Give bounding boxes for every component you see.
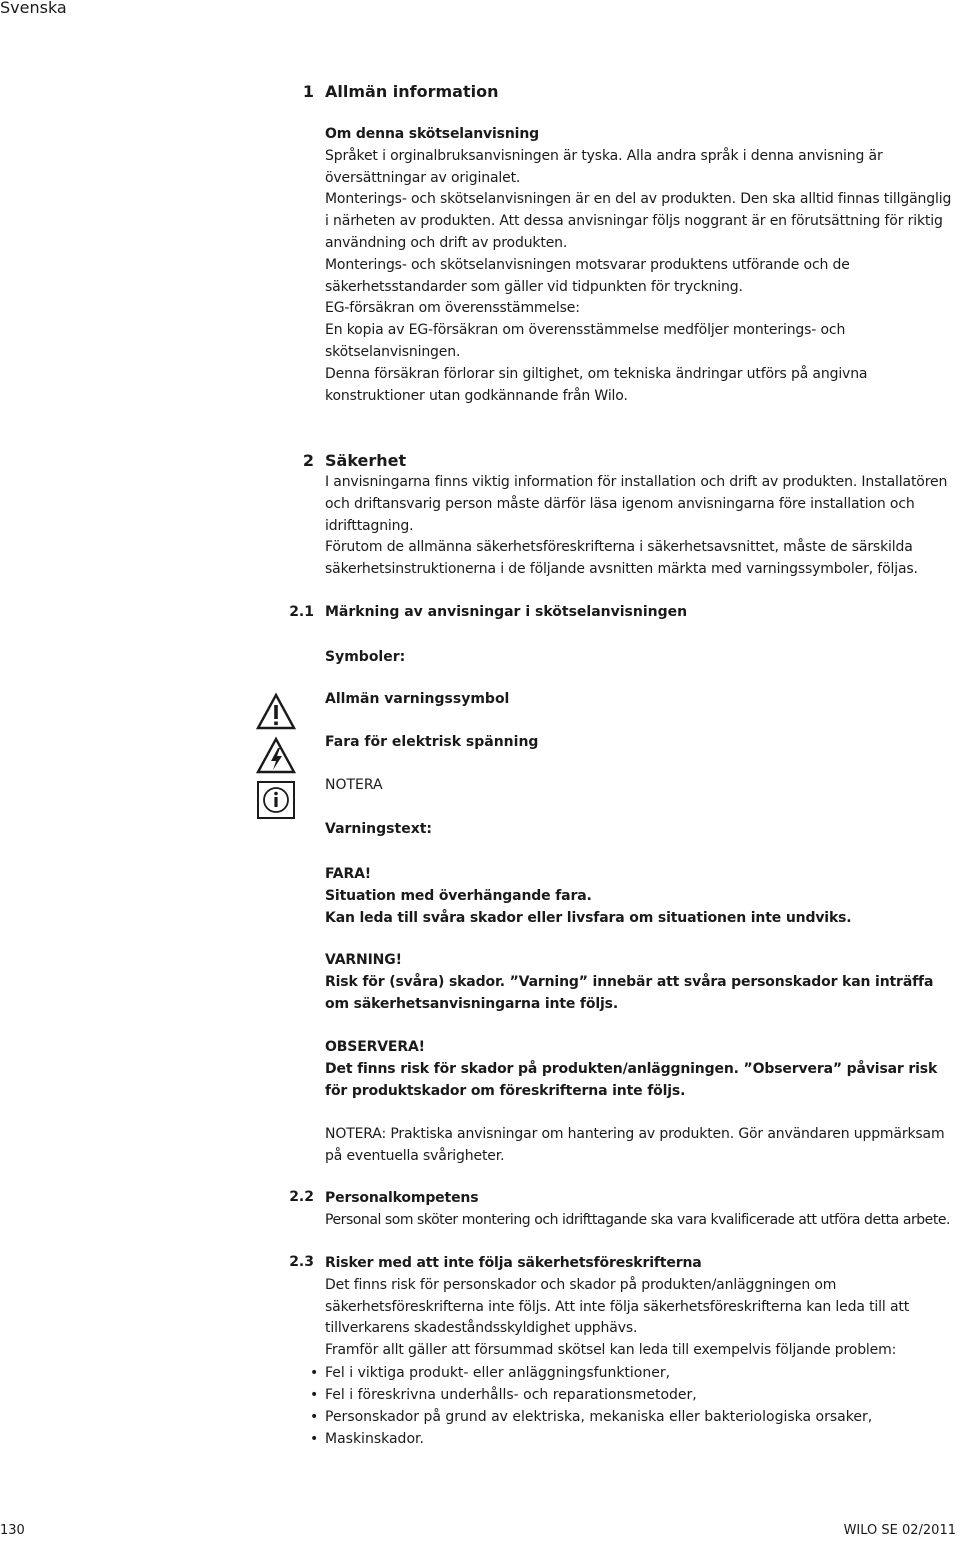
- info-icon: [256, 780, 296, 820]
- list-item: • Fel i viktiga produkt- eller anläggningsfunktioner,: [310, 1365, 671, 1381]
- section2-number: 2: [302, 451, 314, 470]
- symbols-heading: Symboler:: [325, 649, 406, 665]
- warning-block-observera: [325, 1037, 957, 1102]
- section1-paragraph: Monterings- och skötselanvisningen motsvarar produktens utförande och de säkerhetsstandarder som gäller vid tidpunkten för tryckning.: [325, 256, 850, 295]
- section2-paragraph: Förutom de allmänna säkerhetsföreskrifterna i säkerhetsavsnittet, måste de särskilda säkerhetsinstruktionerna i de följande avsnitten märkta med varningssymboler, följas.: [325, 539, 918, 578]
- section2-3-text: Det finns risk för personskador och skador på produkten/anläggningen om säkerhetsföreskrifterna inte följs. Att inte följa säkerhetsföreskrifterna kan leda till att tillverkarens skadeståndsskyldighet upphävs.: [325, 1276, 910, 1337]
- problem-list: [310, 1362, 957, 1450]
- electric-voltage-icon: [256, 736, 296, 776]
- section2-1-title: Märkning av anvisningar i skötselanvisningen: [325, 604, 688, 620]
- list-item: • Personskador på grund av elektriska, mekaniska eller bakteriologiska orsaker,: [310, 1409, 873, 1425]
- section1-paragraph: EG-försäkran om överensstämmelse:: [325, 300, 580, 317]
- section2-3-body: [325, 1253, 957, 1362]
- section2-1-number: 2.1: [289, 604, 314, 620]
- warning-line: Kan leda till svåra skador eller livsfara om situationen inte undviks.: [325, 909, 852, 926]
- symbol-label-voltage: Fara för elektrisk spänning: [325, 734, 539, 750]
- warning-title: FARA!: [325, 866, 372, 882]
- page-number: 130: [0, 1523, 25, 1538]
- general-warning-icon: [256, 692, 296, 732]
- section1-paragraph: Monterings- och skötselanvisningen är en del av produkten. Den ska alltid finnas tillgänglig i närheten av produkten. Att dessa anvisningar följs noggrant är en förutsättning för riktig användning och drift av produkten.: [325, 191, 952, 251]
- warning-title: OBSERVERA!: [325, 1039, 425, 1055]
- section1-number: 1: [302, 82, 314, 101]
- section1-paragraph: Denna försäkran förlorar sin giltighet, om tekniska ändringar utförs på angivna konstruktioner utan godkännande från Wilo.: [325, 365, 868, 404]
- section1-subheading: Om denna skötselanvisning: [325, 126, 540, 142]
- footer-publisher: WILO SE 02/2011: [843, 1523, 956, 1538]
- warning-title: VARNING!: [325, 952, 402, 968]
- section2-3-number: 2.3: [289, 1254, 314, 1270]
- warning-block-varning: [325, 950, 957, 1015]
- warning-line: Det finns risk för skador på produkten/anläggningen. ”Observera” påvisar risk för produktskador om föreskrifterna inte följs.: [325, 1060, 938, 1099]
- warning-line: Risk för (svåra) skador. ”Varning” innebär att svåra personskador kan inträffa om säkerhetsanvisningarna inte följs.: [325, 973, 934, 1012]
- section2-2-title: Personalkompetens: [325, 1190, 479, 1206]
- section1-paragraph: En kopia av EG-försäkran om överensstämmelse medföljer monterings- och skötselanvisningen.: [325, 322, 846, 360]
- symbol-label-warning: Allmän varningssymbol: [325, 691, 510, 707]
- section2-title: Säkerhet: [325, 451, 407, 470]
- list-item: • Maskinskador.: [310, 1431, 424, 1447]
- section1-paragraph: Språket i orginalbruksanvisningen är tyska. Alla andra språk i denna anvisning är översättningar av originalet.: [325, 147, 883, 186]
- symbol-label-note: NOTERA: [325, 777, 383, 793]
- note-text: NOTERA: Praktiska anvisningar om hantering av produkten. Gör användaren uppmärksam på eventuella svårigheter.: [325, 1126, 945, 1164]
- list-item: • Fel i föreskrivna underhålls- och reparationsmetoder,: [310, 1387, 697, 1403]
- warning-line: Situation med överhängande fara.: [325, 887, 592, 904]
- section2-3-intro: Framför allt gäller att försummad skötsel kan leda till exempelvis följande problem:: [325, 1342, 897, 1359]
- section2-2-body: [325, 1188, 957, 1232]
- section1-body: [325, 124, 957, 407]
- section2-2-number: 2.2: [289, 1189, 314, 1205]
- section2-3-title: Risker med att inte följa säkerhetsföreskrifterna: [325, 1255, 702, 1271]
- warning-block-fara: [325, 864, 957, 929]
- section2-2-text: Personal som sköter montering och idrifttagande ska vara kvalificerade att utföra detta arbete.: [325, 1211, 951, 1228]
- warning-text-heading: Varningstext:: [325, 821, 433, 837]
- section2-paragraph: I anvisningarna finns viktig information för installation och drift av produkten. Installatören och driftansvarig person måste därför läsa igenom anvisningarna före installation och idrifttagning.: [325, 474, 948, 534]
- section1-title: Allmän information: [325, 82, 499, 101]
- header-language: Svenska: [0, 0, 67, 17]
- section2-body: [325, 472, 957, 581]
